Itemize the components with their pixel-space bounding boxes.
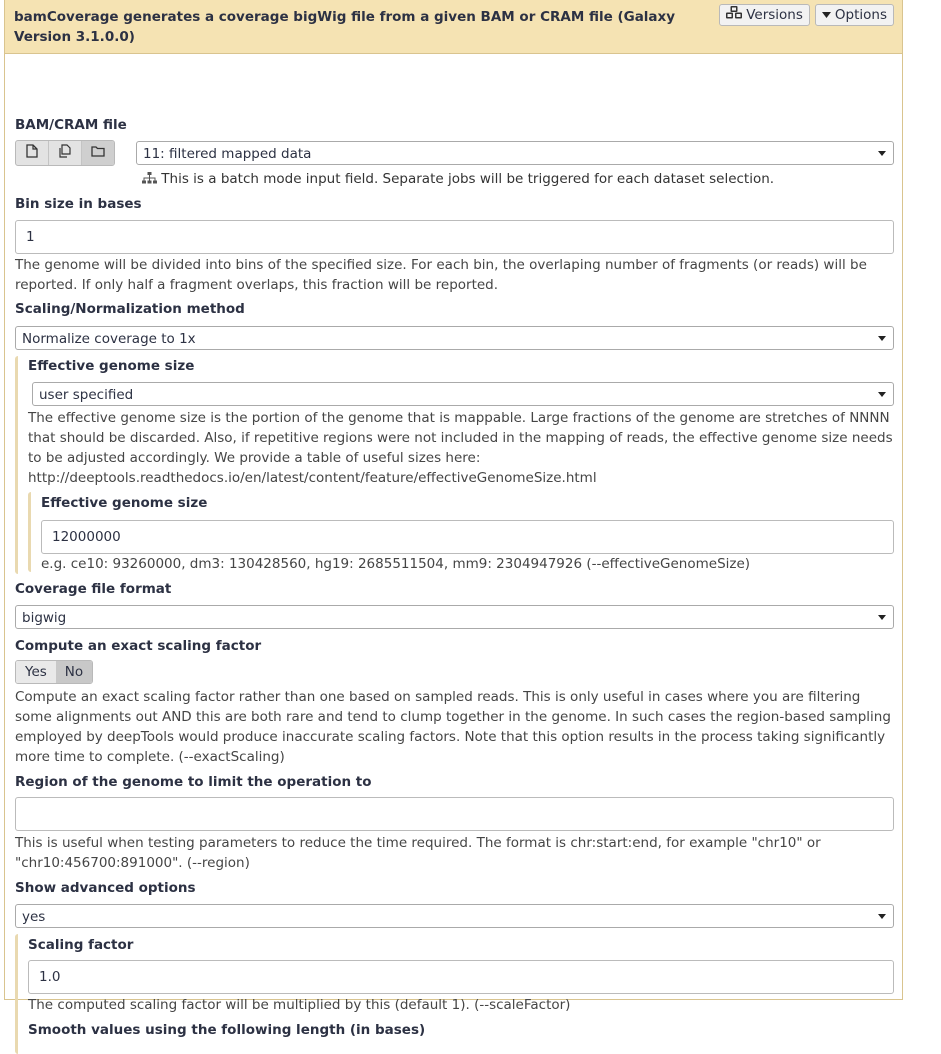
bin-size-help: The genome will be divided into bins of the specified size. For each bin, the overlaping number of fragments (or reads) will be reported. If only half a fragment overlaps, this fraction will be reported. xyxy=(15,257,867,293)
batch-mode-note xyxy=(142,169,774,189)
format-label: Coverage file format xyxy=(15,581,172,597)
dataset-mode-group xyxy=(15,140,115,166)
format-select-value: bigwig xyxy=(22,610,67,626)
exact-no-button[interactable]: No xyxy=(56,661,92,683)
region-help: This is useful when testing parameters to reduce the time required. The format is chr:start:end, for example "chr10" or "chr10:456700:891000". (--region) xyxy=(15,835,821,871)
effective-genome-section xyxy=(15,356,894,574)
folder-icon xyxy=(91,145,105,161)
bam-select[interactable] xyxy=(136,141,894,165)
options-label: Options xyxy=(834,7,887,23)
cubes-icon xyxy=(726,6,742,24)
egs-inner-section xyxy=(28,492,894,572)
dataset-collection-button[interactable] xyxy=(82,141,114,165)
tool-form-panel xyxy=(4,0,903,1038)
batch-note-text: This is a batch mode input field. Separate jobs will be triggered for each dataset selection. xyxy=(161,171,775,187)
region-input[interactable] xyxy=(15,797,894,831)
multiple-datasets-button[interactable] xyxy=(49,141,82,165)
advanced-select[interactable] xyxy=(15,904,894,928)
advanced-select-value: yes xyxy=(22,909,46,925)
caret-down-icon xyxy=(822,6,831,24)
exact-help: Compute an exact scaling factor rather than one based on sampled reads. This is only useful in cases where you are filtering some alignments out AND this are both rare and tend to clump together in the genome. In such cases the region-based sampling employed by deepTools would produce inaccurate scaling factors. Note that this option results in the process taking significantly more time to complete. (--exactScaling) xyxy=(15,689,891,765)
versions-button[interactable] xyxy=(719,4,810,26)
exact-yes-button[interactable]: Yes xyxy=(16,661,56,683)
chevron-down-icon xyxy=(878,914,886,919)
exact-toggle xyxy=(15,660,93,684)
scale-factor-input[interactable]: 1.0 xyxy=(28,960,894,994)
chevron-down-icon xyxy=(878,392,886,397)
bam-select-value: 11: filtered mapped data xyxy=(143,146,312,162)
advanced-label: Show advanced options xyxy=(15,880,196,896)
chevron-down-icon xyxy=(878,151,886,156)
scaling-label: Scaling/Normalization method xyxy=(15,301,245,317)
files-icon xyxy=(58,144,72,162)
tool-header xyxy=(5,0,902,54)
advanced-section xyxy=(15,934,894,1054)
chevron-down-icon xyxy=(878,336,886,341)
bin-size-input[interactable]: 1 xyxy=(15,220,894,254)
exact-label: Compute an exact scaling factor xyxy=(15,638,262,654)
egs-value-label: Effective genome size xyxy=(41,495,208,511)
smooth-length-label: Smooth values using the following length (in bases) xyxy=(28,1022,426,1038)
egs-select-value: user specified xyxy=(39,387,134,403)
chevron-down-icon xyxy=(878,615,886,620)
file-icon xyxy=(26,144,38,162)
bam-label: BAM/CRAM file xyxy=(15,117,127,133)
scaling-select[interactable] xyxy=(15,326,894,350)
scaling-select-value: Normalize coverage to 1x xyxy=(22,331,196,347)
scale-factor-help: The computed scaling factor will be multiplied by this (default 1). (--scaleFactor) xyxy=(28,997,571,1013)
egs-value-input[interactable]: 12000000 xyxy=(41,520,894,554)
egs-select[interactable] xyxy=(32,382,894,406)
egs-help: The effective genome size is the portion of the genome that is mappable. Large fractions of the genome are stretches of NNNN that should be discarded. Also, if repetitive regions were not included in the mapping of reads, the effective genome size needs to be adjusted accordingly. We provide a table of useful sizes here: http://deeptools.readthedocs.io/en/latest/content/feature/effectiveGenomeSize.html xyxy=(28,410,893,486)
sitemap-icon xyxy=(142,171,157,187)
versions-label: Versions xyxy=(746,7,803,23)
region-label: Region of the genome to limit the operation to xyxy=(15,774,372,790)
format-select[interactable] xyxy=(15,605,894,629)
single-dataset-button[interactable] xyxy=(16,141,49,165)
scale-factor-label: Scaling factor xyxy=(28,937,134,953)
options-button[interactable] xyxy=(815,4,894,26)
egs-label: Effective genome size xyxy=(28,358,195,374)
tool-title: bamCoverage generates a coverage bigWig file from a given BAM or CRAM file (Galaxy Version 3.1.0.0) xyxy=(14,9,676,45)
egs-value-help: e.g. ce10: 93260000, dm3: 130428560, hg19: 2685511504, mm9: 2304947926 (--effectiveGenomeSize) xyxy=(41,556,751,572)
bin-size-label: Bin size in bases xyxy=(15,196,142,212)
